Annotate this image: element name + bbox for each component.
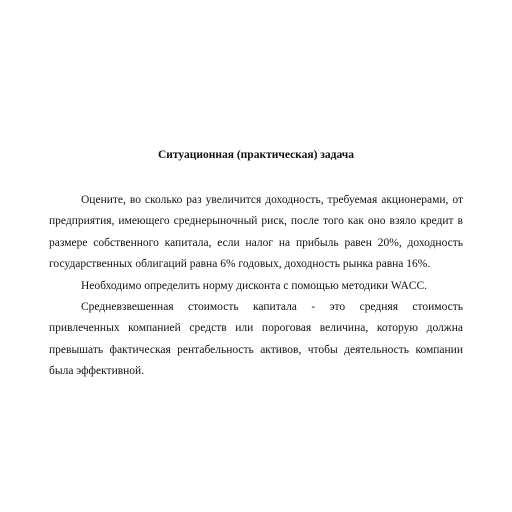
task-body xyxy=(49,190,463,383)
task-title: Ситуационная (практическая) задача xyxy=(157,149,355,161)
task-condition-paragraph: Оцените, во сколько раз увеличится доходность, требуемая акционерами, от предприятия, имеющего среднерыночный риск, после того как оно взяло кредит в размере собственного капитала, если налог на прибыль равен 20%, доходность государственных облигаций равна 6% годовых, доходность рынка равна 16%. xyxy=(49,194,463,271)
task-requirement-paragraph: Необходимо определить норму дисконта с помощью методики WACC. xyxy=(81,279,428,292)
wacc-definition-paragraph: Средневзвешенная стоимость капитала - это средняя стоимость привлеченных компанией средств или пороговая величина, которую должна превышать фактическая рентабельность активов, чтобы деятельность компании была эффективной. xyxy=(49,301,463,378)
